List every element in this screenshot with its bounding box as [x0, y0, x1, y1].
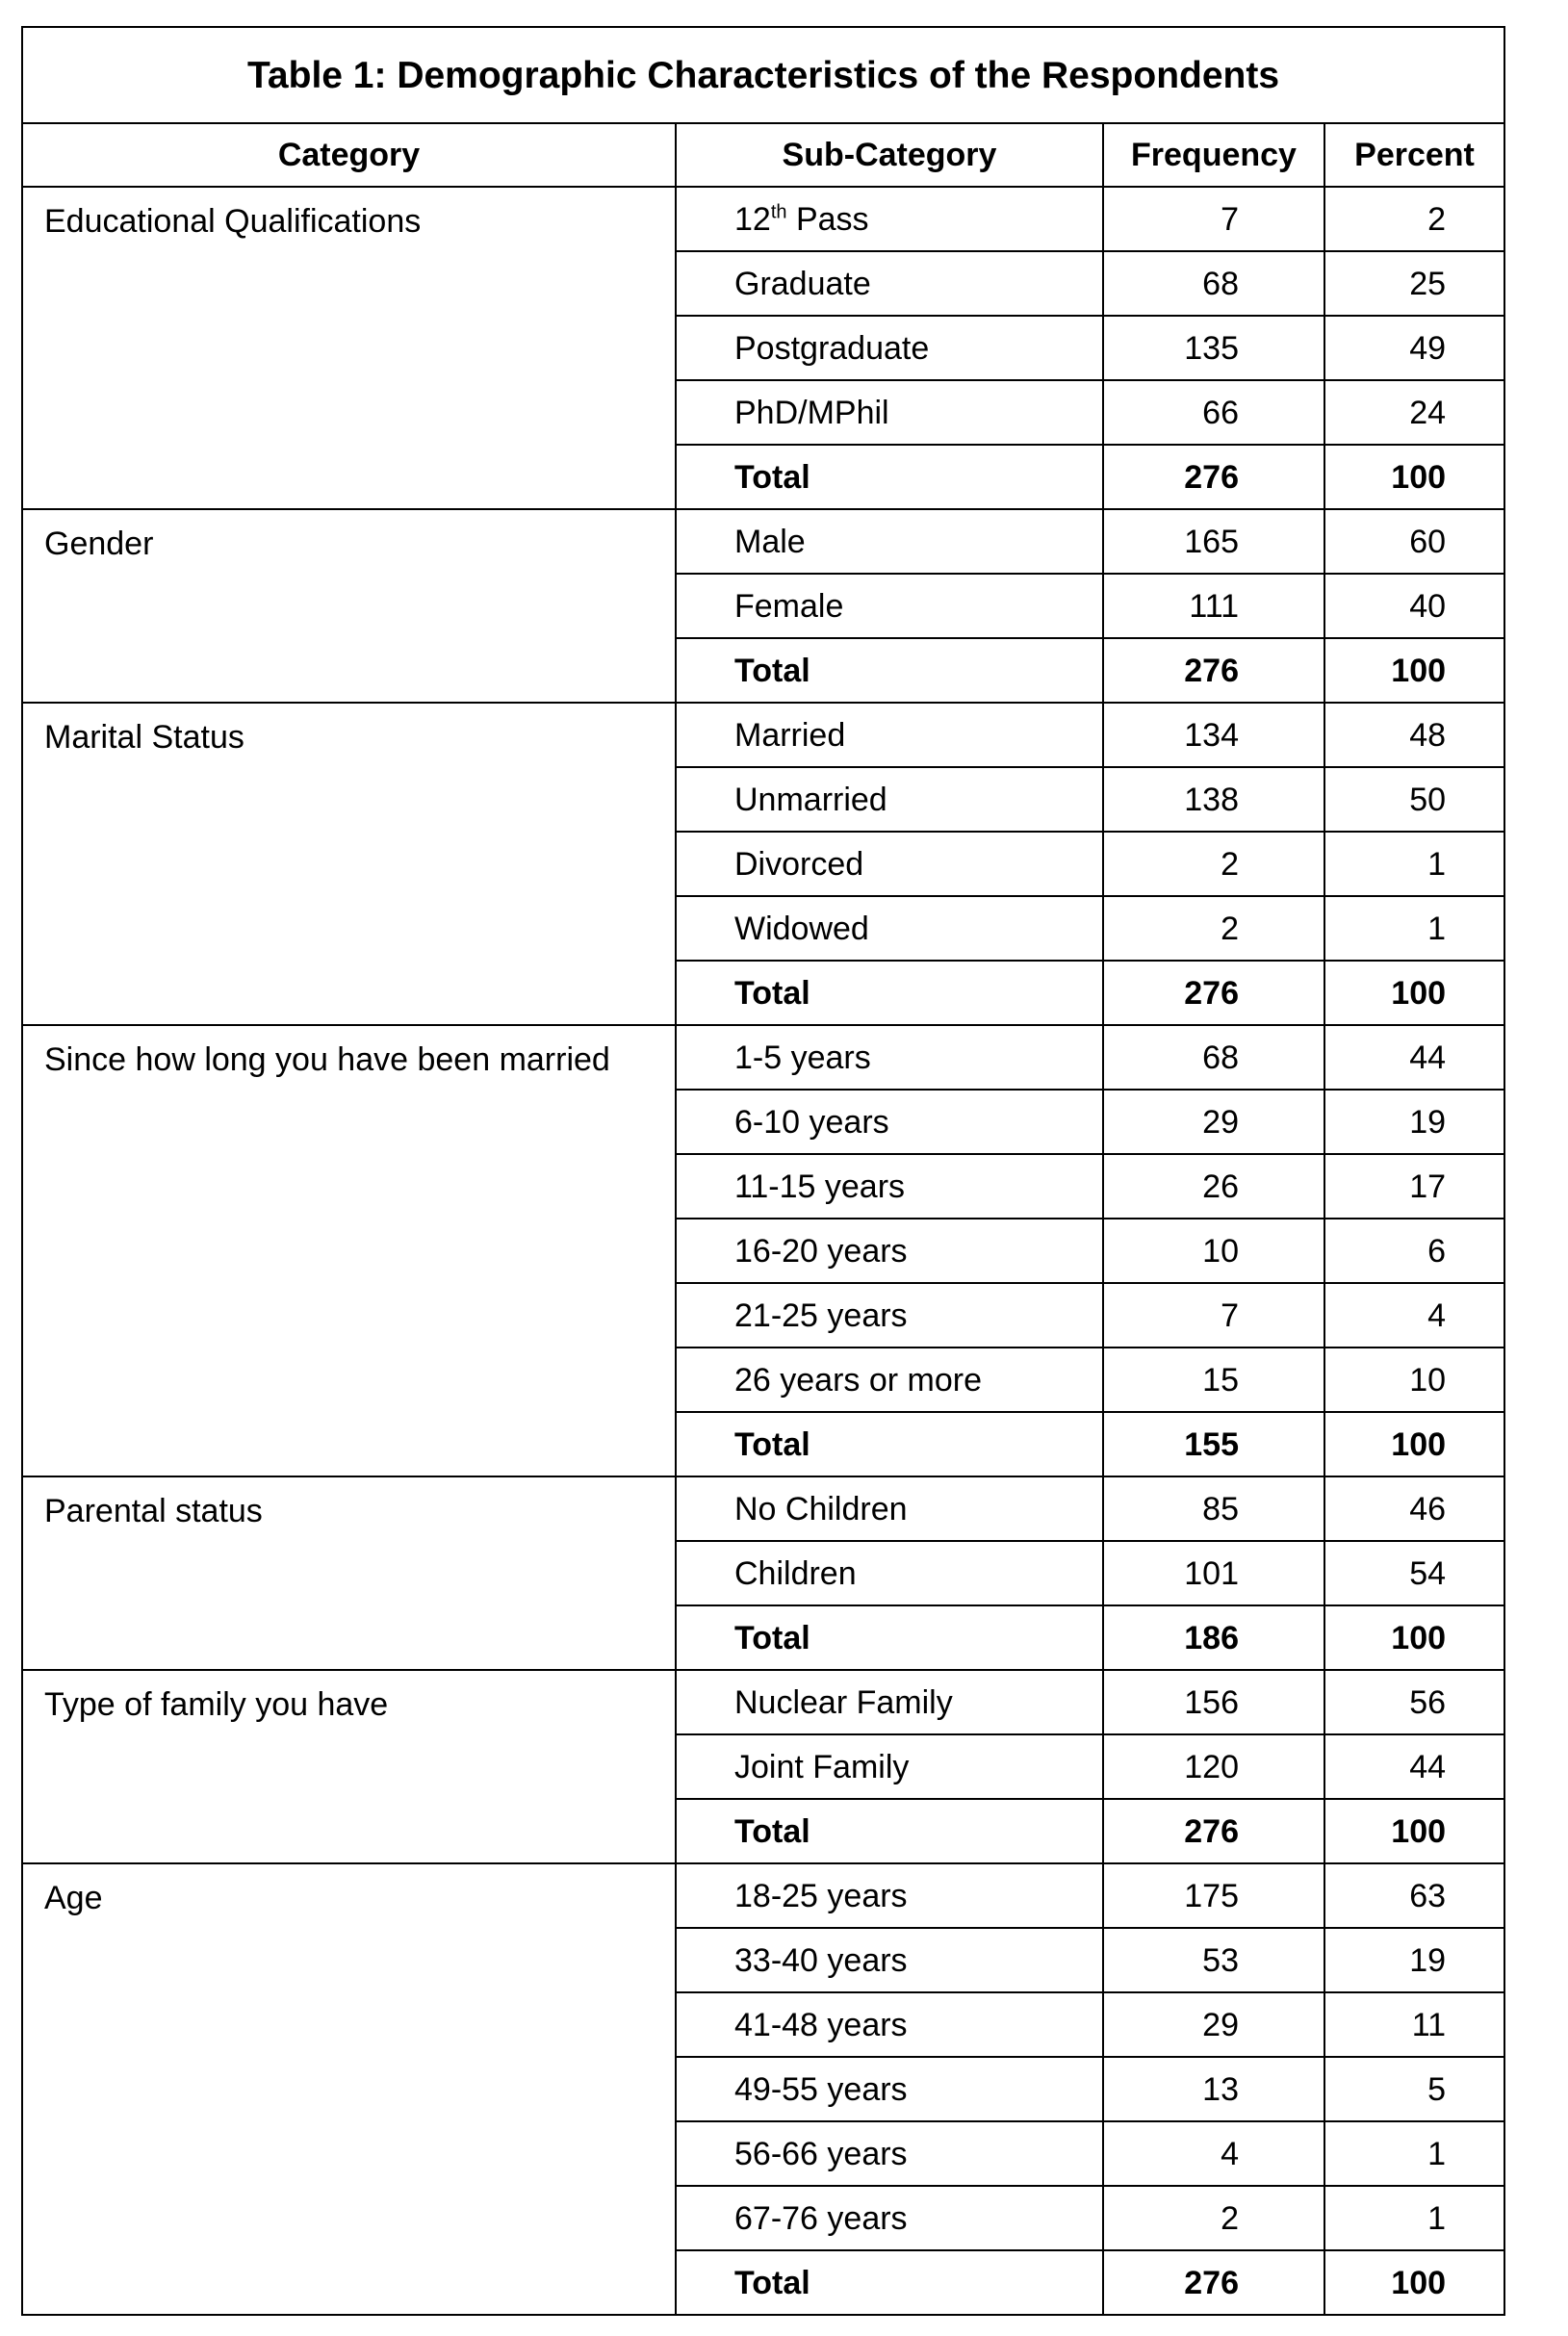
frequency-cell: 15 [1103, 1348, 1324, 1412]
percent-cell: 63 [1324, 1863, 1504, 1928]
frequency-cell: 2 [1103, 2186, 1324, 2250]
sub-category-cell: 18-25 years [676, 1863, 1103, 1928]
frequency-cell: 165 [1103, 509, 1324, 574]
percent-cell: 17 [1324, 1154, 1504, 1219]
sub-category-cell: 16-20 years [676, 1219, 1103, 1283]
sub-category-cell: 11-15 years [676, 1154, 1103, 1219]
sub-category-cell: Widowed [676, 896, 1103, 961]
frequency-cell: 29 [1103, 1992, 1324, 2057]
table-row [22, 703, 1504, 767]
total-label: Total [676, 2250, 1103, 2315]
frequency-cell: 276 [1103, 638, 1324, 703]
table-row [22, 1025, 1504, 1090]
percent-cell: 100 [1324, 1605, 1504, 1670]
sub-category-number: 12 [734, 200, 771, 238]
sub-category-cell: 33-40 years [676, 1928, 1103, 1992]
percent-cell: 1 [1324, 896, 1504, 961]
total-label: Total [676, 961, 1103, 1025]
percent-cell: 100 [1324, 2250, 1504, 2315]
frequency-cell: 7 [1103, 1283, 1324, 1348]
percent-cell: 49 [1324, 316, 1504, 380]
percent-cell: 56 [1324, 1670, 1504, 1734]
frequency-cell: 111 [1103, 574, 1324, 638]
table-row [22, 509, 1504, 574]
sub-category-cell: Female [676, 574, 1103, 638]
sub-category-cell: Divorced [676, 832, 1103, 896]
frequency-cell: 101 [1103, 1541, 1324, 1605]
percent-cell: 44 [1324, 1025, 1504, 1090]
sub-category-cell: 67-76 years [676, 2186, 1103, 2250]
frequency-cell: 276 [1103, 2250, 1324, 2315]
percent-cell: 40 [1324, 574, 1504, 638]
header-frequency: Frequency [1103, 123, 1324, 187]
frequency-cell: 2 [1103, 832, 1324, 896]
percent-cell: 100 [1324, 1799, 1504, 1863]
percent-cell: 19 [1324, 1090, 1504, 1154]
frequency-cell: 53 [1103, 1928, 1324, 1992]
percent-cell: 44 [1324, 1734, 1504, 1799]
percent-cell: 100 [1324, 961, 1504, 1025]
frequency-cell: 2 [1103, 896, 1324, 961]
frequency-cell: 156 [1103, 1670, 1324, 1734]
table-body [22, 187, 1504, 2315]
sub-category-cell: No Children [676, 1476, 1103, 1541]
frequency-cell: 68 [1103, 1025, 1324, 1090]
percent-cell: 2 [1324, 187, 1504, 251]
percent-cell: 11 [1324, 1992, 1504, 2057]
sub-category-cell: Unmarried [676, 767, 1103, 832]
sub-category-cell [676, 187, 1103, 251]
sub-category-rest: Pass [786, 200, 869, 238]
sub-category-cell: Postgraduate [676, 316, 1103, 380]
percent-cell: 50 [1324, 767, 1504, 832]
percent-cell: 48 [1324, 703, 1504, 767]
demographics-table [21, 26, 1505, 2316]
category-cell: Age [22, 1863, 676, 2315]
frequency-cell: 120 [1103, 1734, 1324, 1799]
percent-cell: 100 [1324, 1412, 1504, 1476]
frequency-cell: 135 [1103, 316, 1324, 380]
percent-cell: 1 [1324, 832, 1504, 896]
percent-cell: 54 [1324, 1541, 1504, 1605]
header-row [22, 123, 1504, 187]
ordinal-suffix: th [770, 201, 787, 223]
percent-cell: 100 [1324, 638, 1504, 703]
sub-category-cell: 1-5 years [676, 1025, 1103, 1090]
sub-category-cell: Male [676, 509, 1103, 574]
percent-cell: 1 [1324, 2121, 1504, 2186]
percent-cell: 19 [1324, 1928, 1504, 1992]
header-category: Category [22, 123, 676, 187]
percent-cell: 10 [1324, 1348, 1504, 1412]
frequency-cell: 4 [1103, 2121, 1324, 2186]
table-row [22, 1863, 1504, 1928]
category-cell: Gender [22, 509, 676, 703]
title-row [22, 27, 1504, 123]
sub-category-cell: PhD/MPhil [676, 380, 1103, 445]
frequency-cell: 276 [1103, 445, 1324, 509]
percent-cell: 46 [1324, 1476, 1504, 1541]
percent-cell: 100 [1324, 445, 1504, 509]
percent-cell: 1 [1324, 2186, 1504, 2250]
total-label: Total [676, 445, 1103, 509]
sub-category-cell: 41-48 years [676, 1992, 1103, 2057]
total-label: Total [676, 1412, 1103, 1476]
sub-category-cell: 49-55 years [676, 2057, 1103, 2121]
frequency-cell: 134 [1103, 703, 1324, 767]
percent-cell: 60 [1324, 509, 1504, 574]
frequency-cell: 26 [1103, 1154, 1324, 1219]
percent-cell: 25 [1324, 251, 1504, 316]
frequency-cell: 85 [1103, 1476, 1324, 1541]
total-label: Total [676, 1799, 1103, 1863]
sub-category-cell: Nuclear Family [676, 1670, 1103, 1734]
sub-category-cell: 56-66 years [676, 2121, 1103, 2186]
category-cell: Type of family you have [22, 1670, 676, 1863]
frequency-cell: 10 [1103, 1219, 1324, 1283]
category-cell: Educational Qualifications [22, 187, 676, 509]
frequency-cell: 29 [1103, 1090, 1324, 1154]
sub-category-cell: 26 years or more [676, 1348, 1103, 1412]
frequency-cell: 276 [1103, 1799, 1324, 1863]
sub-category-cell: 21-25 years [676, 1283, 1103, 1348]
sub-category-cell: Graduate [676, 251, 1103, 316]
percent-cell: 4 [1324, 1283, 1504, 1348]
frequency-cell: 7 [1103, 187, 1324, 251]
percent-cell: 24 [1324, 380, 1504, 445]
table-row [22, 1476, 1504, 1541]
frequency-cell: 276 [1103, 961, 1324, 1025]
frequency-cell: 13 [1103, 2057, 1324, 2121]
percent-cell: 5 [1324, 2057, 1504, 2121]
category-cell: Parental status [22, 1476, 676, 1670]
category-cell: Marital Status [22, 703, 676, 1025]
total-label: Total [676, 638, 1103, 703]
table-row [22, 187, 1504, 251]
sub-category-cell: Children [676, 1541, 1103, 1605]
frequency-cell: 155 [1103, 1412, 1324, 1476]
frequency-cell: 68 [1103, 251, 1324, 316]
table-row [22, 1670, 1504, 1734]
total-label: Total [676, 1605, 1103, 1670]
frequency-cell: 138 [1103, 767, 1324, 832]
category-cell: Since how long you have been married [22, 1025, 676, 1476]
sub-category-cell: Joint Family [676, 1734, 1103, 1799]
frequency-cell: 175 [1103, 1863, 1324, 1928]
sub-category-cell: 6-10 years [676, 1090, 1103, 1154]
frequency-cell: 66 [1103, 380, 1324, 445]
header-sub-category: Sub-Category [676, 123, 1103, 187]
sub-category-cell: Married [676, 703, 1103, 767]
frequency-cell: 186 [1103, 1605, 1324, 1670]
percent-cell: 6 [1324, 1219, 1504, 1283]
table-title: Table 1: Demographic Characteristics of the Respondents [22, 27, 1504, 123]
header-percent: Percent [1324, 123, 1504, 187]
